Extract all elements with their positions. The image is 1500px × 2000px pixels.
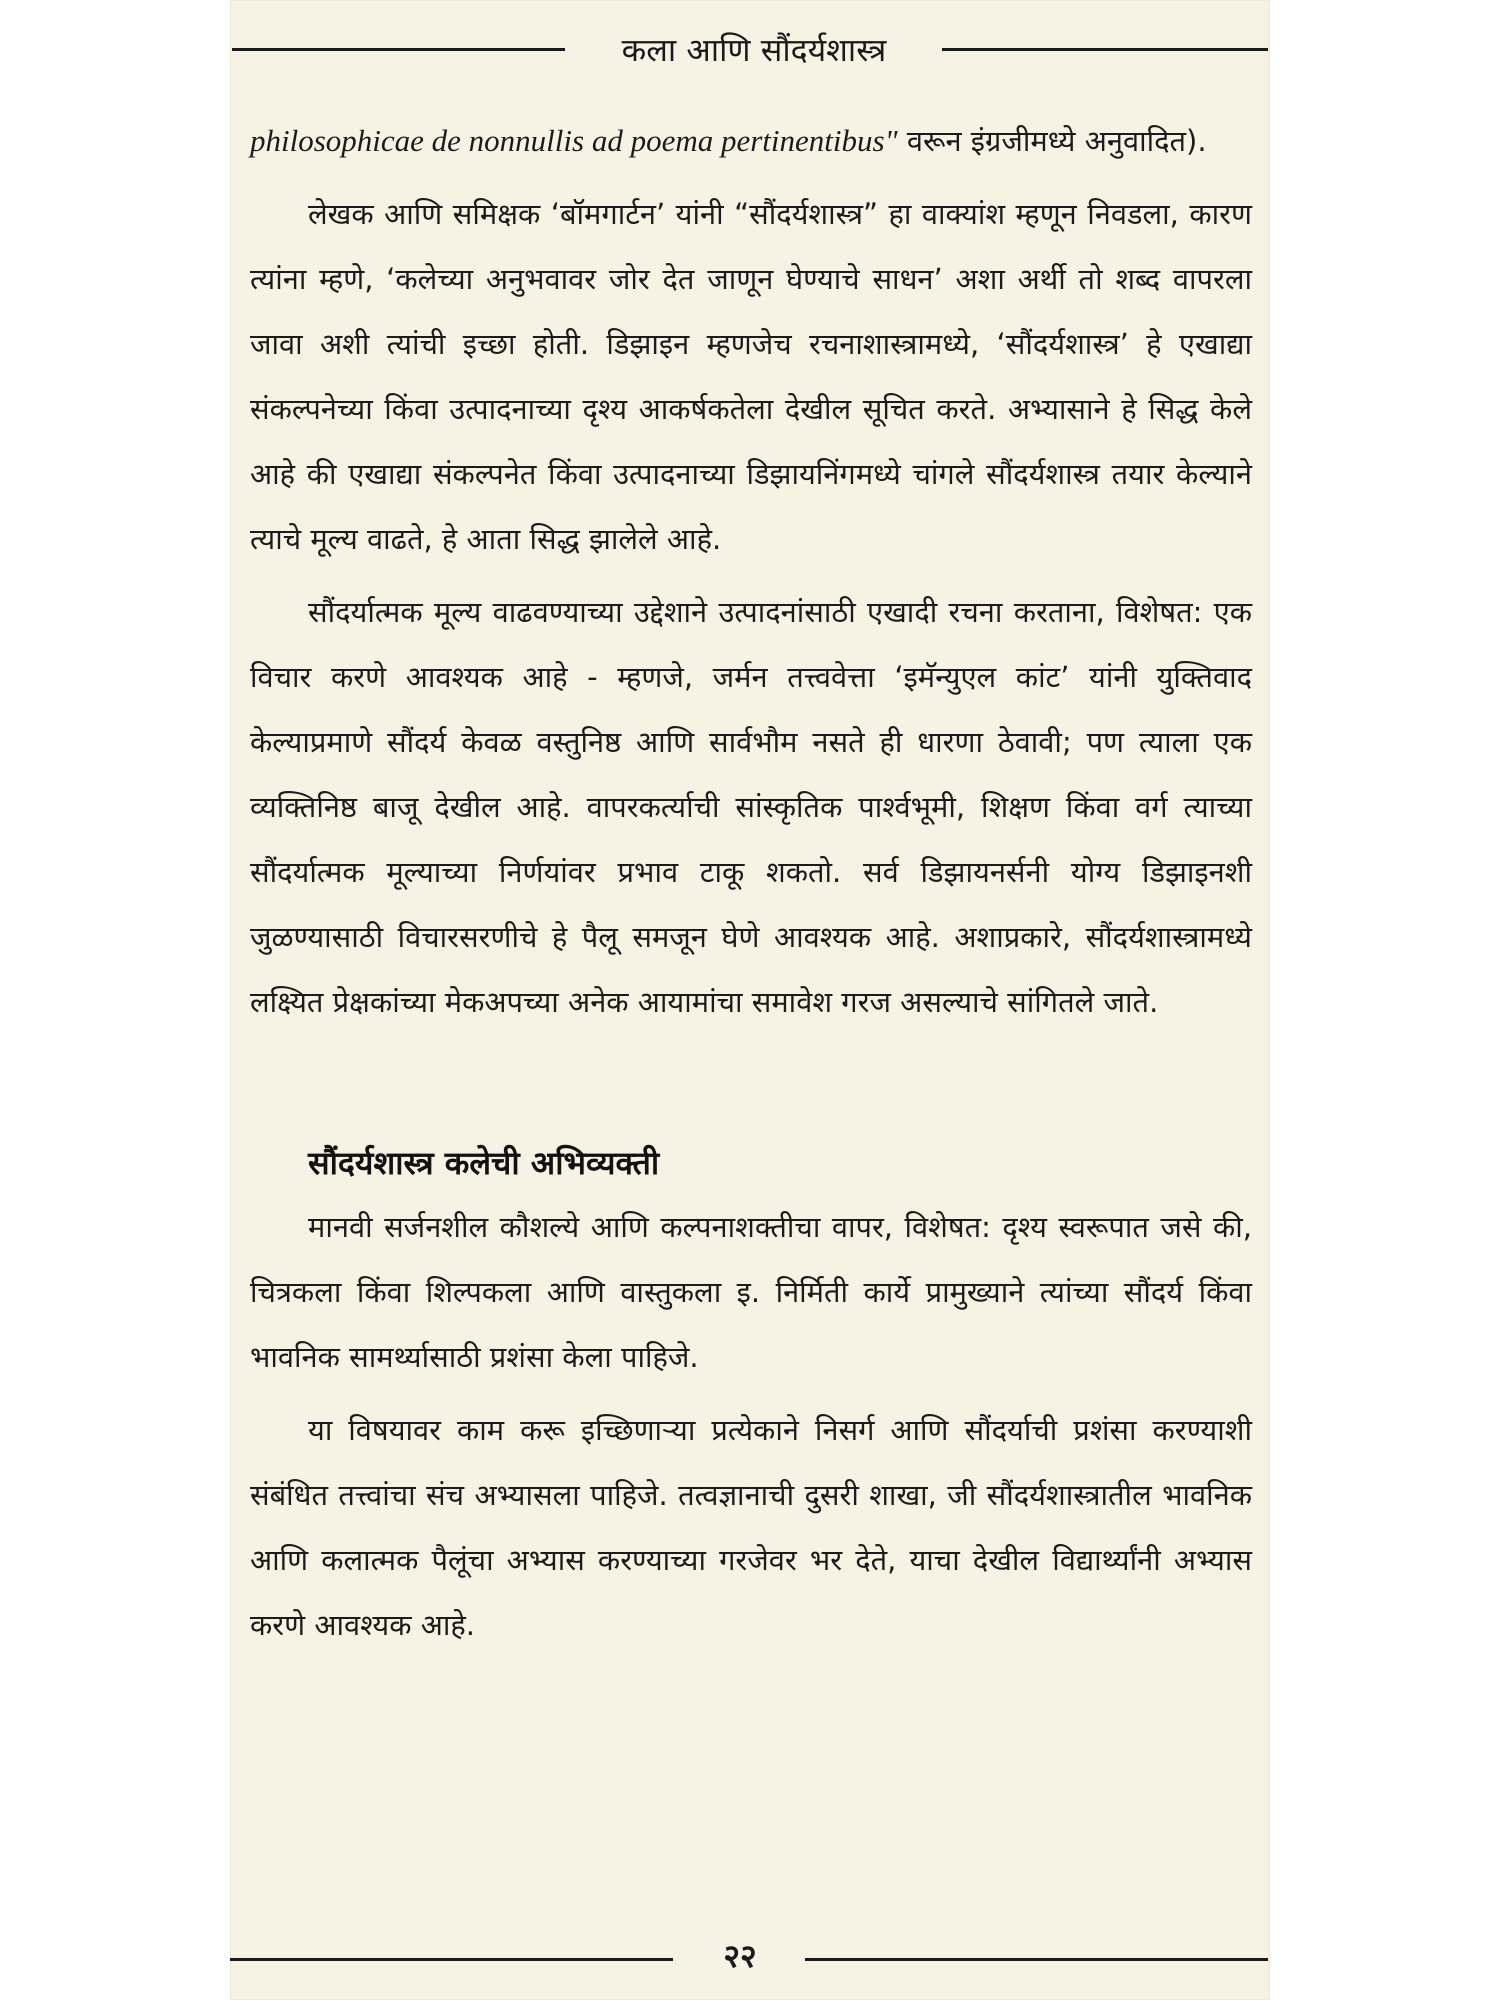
paragraph-text: वरून इंग्रजीमध्ये अनुवादित).	[897, 124, 1207, 158]
paragraph-continuation	[250, 108, 1252, 174]
section-heading: सौंदर्यशास्त्र कलेची अभिव्यक्ती	[308, 1144, 660, 1182]
footer-rule-right	[805, 1958, 1268, 1961]
page-number: २२	[723, 1937, 757, 1975]
page-body	[250, 108, 1252, 1658]
page-footer	[230, 1926, 1270, 1986]
header-title: कला आणि सौंदर्यशास्त्र	[621, 31, 887, 69]
book-page	[230, 0, 1270, 2000]
latin-title-fragment: philosophicae de nonnullis ad poema pertinentibus"	[250, 123, 898, 158]
paragraph-aesthetic-value: सौंदर्यात्मक मूल्य वाढवण्याच्या उद्देशाने उत्पादनांसाठी एखादी रचना करताना, विशेषत: एक विचार करणे आवश्यक आहे - म्हणजे, जर्मन तत्त्ववेत्ता ‘इमॅन्युएल कांट’ यांनी युक्तिवाद केल्याप्रमाणे सौंदर्य केवळ वस्तुनिष्ठ आणि सार्वभौम नसते ही धारणा ठेवावी; पण त्याला एक व्यक्तिनिष्ठ बाजू देखील आहे. वापरकर्त्याची सांस्कृतिक पार्श्वभूमी, शिक्षण किंवा वर्ग त्याच्या सौंदर्यात्मक मूल्याच्या निर्णयांवर प्रभाव टाकू शकतो. सर्व डिझायनर्सनी योग्य डिझाइनशी जुळण्यासाठी विचारसरणीचे हे पैलू समजून घेणे आवश्यक आहे. अशाप्रकारे, सौंदर्यशास्त्रामध्ये लक्ष्यित प्रेक्षकांच्या मेकअपच्या अनेक आयामांचा समावेश गरज असल्याचे सांगितले जाते.	[250, 595, 1252, 1019]
paragraph-baumgarten: लेखक आणि समिक्षक ‘बॉमगार्टन’ यांनी “सौंदर्यशास्त्र” हा वाक्यांश म्हणून निवडला, कारण त्यांना म्हणे, ‘कलेच्या अनुभवावर जोर देत जाणून घेण्याचे साधन’ अशा अर्थी तो शब्द वापरला जावा अशी त्यांची इच्छा होती. डिझाइन म्हणजेच रचनाशास्त्रामध्ये, ‘सौंदर्यशास्त्र’ हे एखाद्या संकल्पनेच्या किंवा उत्पादनाच्या दृश्य आकर्षकतेला देखील सूचित करते. अभ्यासाने हे सिद्ध केले आहे की एखाद्या संकल्पनेत किंवा उत्पादनाच्या डिझायनिंगमध्ये चांगले सौंदर्यशास्त्र तयार केल्याने त्याचे मूल्य वाढते, हे आता सिद्ध झालेले आहे.	[250, 197, 1252, 556]
footer-rule-left	[230, 1958, 673, 1961]
running-header	[230, 22, 1270, 78]
paragraph-study-principles: या विषयावर काम करू इच्छिणाऱ्या प्रत्येकाने निसर्ग आणि सौंदर्याची प्रशंसा करण्याशी संबंधित तत्त्वांचा संच अभ्यासला पाहिजे. तत्वज्ञानाची दुसरी शाखा, जी सौंदर्यशास्त्रातील भावनिक आणि कलात्मक पैलूंचा अभ्यास करण्याच्या गरजेवर भर देते, याचा देखील विद्यार्थ्यांनी अभ्यास करणे आवश्यक आहे.	[250, 1413, 1252, 1642]
header-rule-right	[942, 48, 1268, 51]
paragraph-creative-skills: मानवी सर्जनशील कौशल्ये आणि कल्पनाशक्तीचा वापर, विशेषत: दृश्य स्वरूपात जसे की, चित्रकला किंवा शिल्पकला आणि वास्तुकला इ. निर्मिती कार्ये प्रामुख्याने त्यांच्या सौंदर्य किंवा भावनिक सामर्थ्यासाठी प्रशंसा केला पाहिजे.	[250, 1210, 1252, 1374]
header-rule-left	[232, 48, 565, 51]
